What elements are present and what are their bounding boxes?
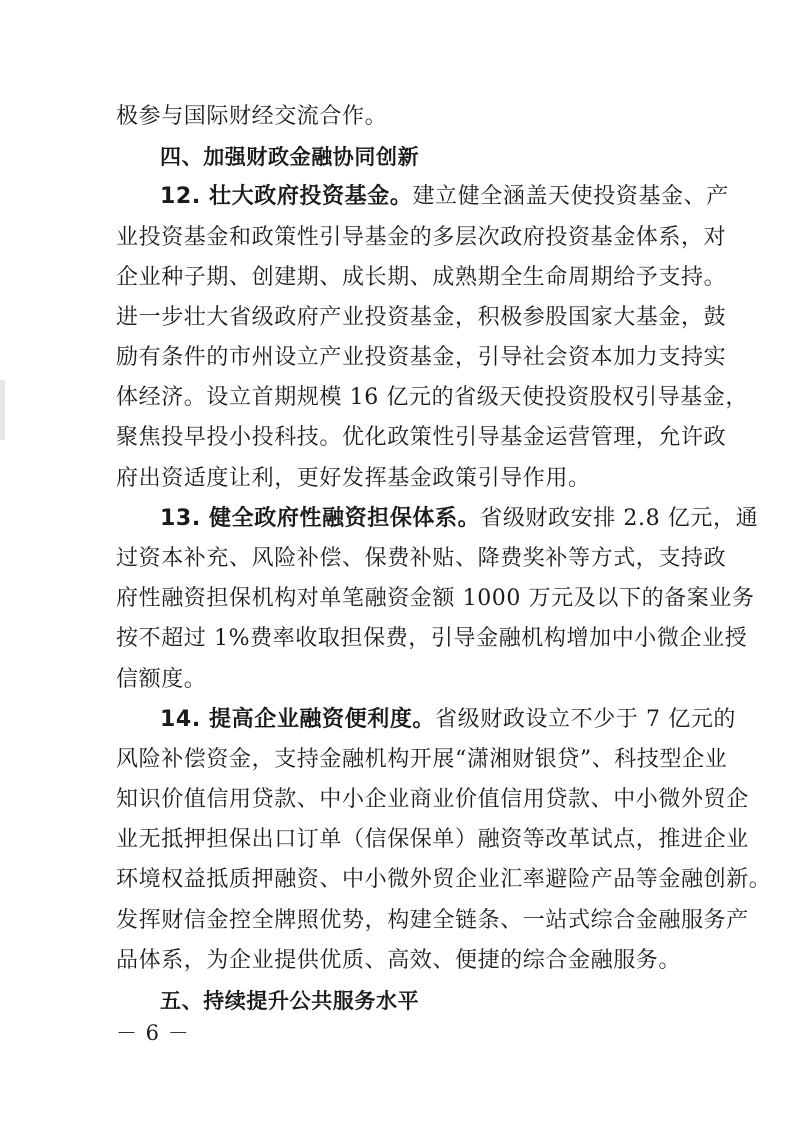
paragraph-line: 业投资基金和政策性引导基金的多层次政府投资基金体系，对: [116, 225, 727, 250]
paragraph-line: 按不超过 1%费率收取担保费，引导金融机构增加中小微企业授: [116, 626, 748, 651]
paragraph-line: 进一步壮大省级政府产业投资基金，积极参股国家大基金，鼓: [116, 305, 727, 330]
item-13-text: 省级财政安排 2.8 亿元，通: [480, 506, 759, 531]
item-13-title: 13. 健全政府性融资担保体系。: [160, 506, 481, 531]
section-heading-4: 四、加强财政金融协同创新: [160, 145, 420, 169]
paragraph-line-item-14: [160, 707, 737, 733]
paragraph-line: 府出资适度让利，更好发挥基金政策引导作用。: [116, 466, 591, 491]
paragraph-line: 品体系，为企业提供优质、高效、便捷的综合金融服务。: [116, 948, 682, 973]
paragraph-line: 聚焦投早投小投科技。优化政策性引导基金运营管理，允许政: [116, 425, 727, 450]
paragraph-line: 发挥财信金控全牌照优势，构建全链条、一站式综合金融服务产: [116, 908, 749, 933]
paragraph-line: 体经济。设立首期规模 16 亿元的省级天使投资股权引导基金，: [116, 385, 748, 410]
paragraph-line: 业无抵押担保出口订单（信保保单）融资等改革试点，推进企业: [116, 827, 749, 852]
item-12-title: 12. 壮大政府投资基金。: [160, 184, 413, 209]
paragraph-line: 信额度。: [116, 667, 207, 692]
paragraph-line: 励有条件的市州设立产业投资基金，引导社会资本加力支持实: [116, 345, 727, 370]
paragraph-line: 极参与国际财经交流合作。: [116, 104, 388, 129]
paragraph-line-item-13: [160, 506, 759, 532]
section-heading-5: 五、持续提升公共服务水平: [160, 989, 420, 1013]
paragraph-line: 过资本补充、风险补偿、保费补贴、降费奖补等方式，支持政: [116, 546, 727, 571]
scan-edge-mark: [0, 380, 5, 440]
item-14-title: 14. 提高企业融资便利度。: [160, 707, 436, 732]
paragraph-line: 府性融资担保机构对单笔融资金额 1000 万元及以下的备案业务: [116, 586, 755, 611]
item-12-text: 建立健全涵盖天使投资基金、产: [412, 184, 729, 209]
paragraph-line: 企业种子期、创建期、成长期、成熟期全生命周期给予支持。: [116, 265, 727, 290]
paragraph-line: 环境权益抵质押融资、中小微外贸企业汇率避险产品等金融创新。: [116, 867, 772, 892]
paragraph-line: 风险补偿资金，支持金融机构开展“潇湘财银贷”、科技型企业: [116, 747, 728, 772]
item-14-text: 省级财政设立不少于 7 亿元的: [435, 707, 737, 732]
page-number: － 6 －: [116, 1021, 190, 1045]
paragraph-line: 知识价值信用贷款、中小企业商业价值信用贷款、中小微外贸企: [116, 787, 749, 812]
paragraph-line-item-12: [160, 184, 729, 210]
